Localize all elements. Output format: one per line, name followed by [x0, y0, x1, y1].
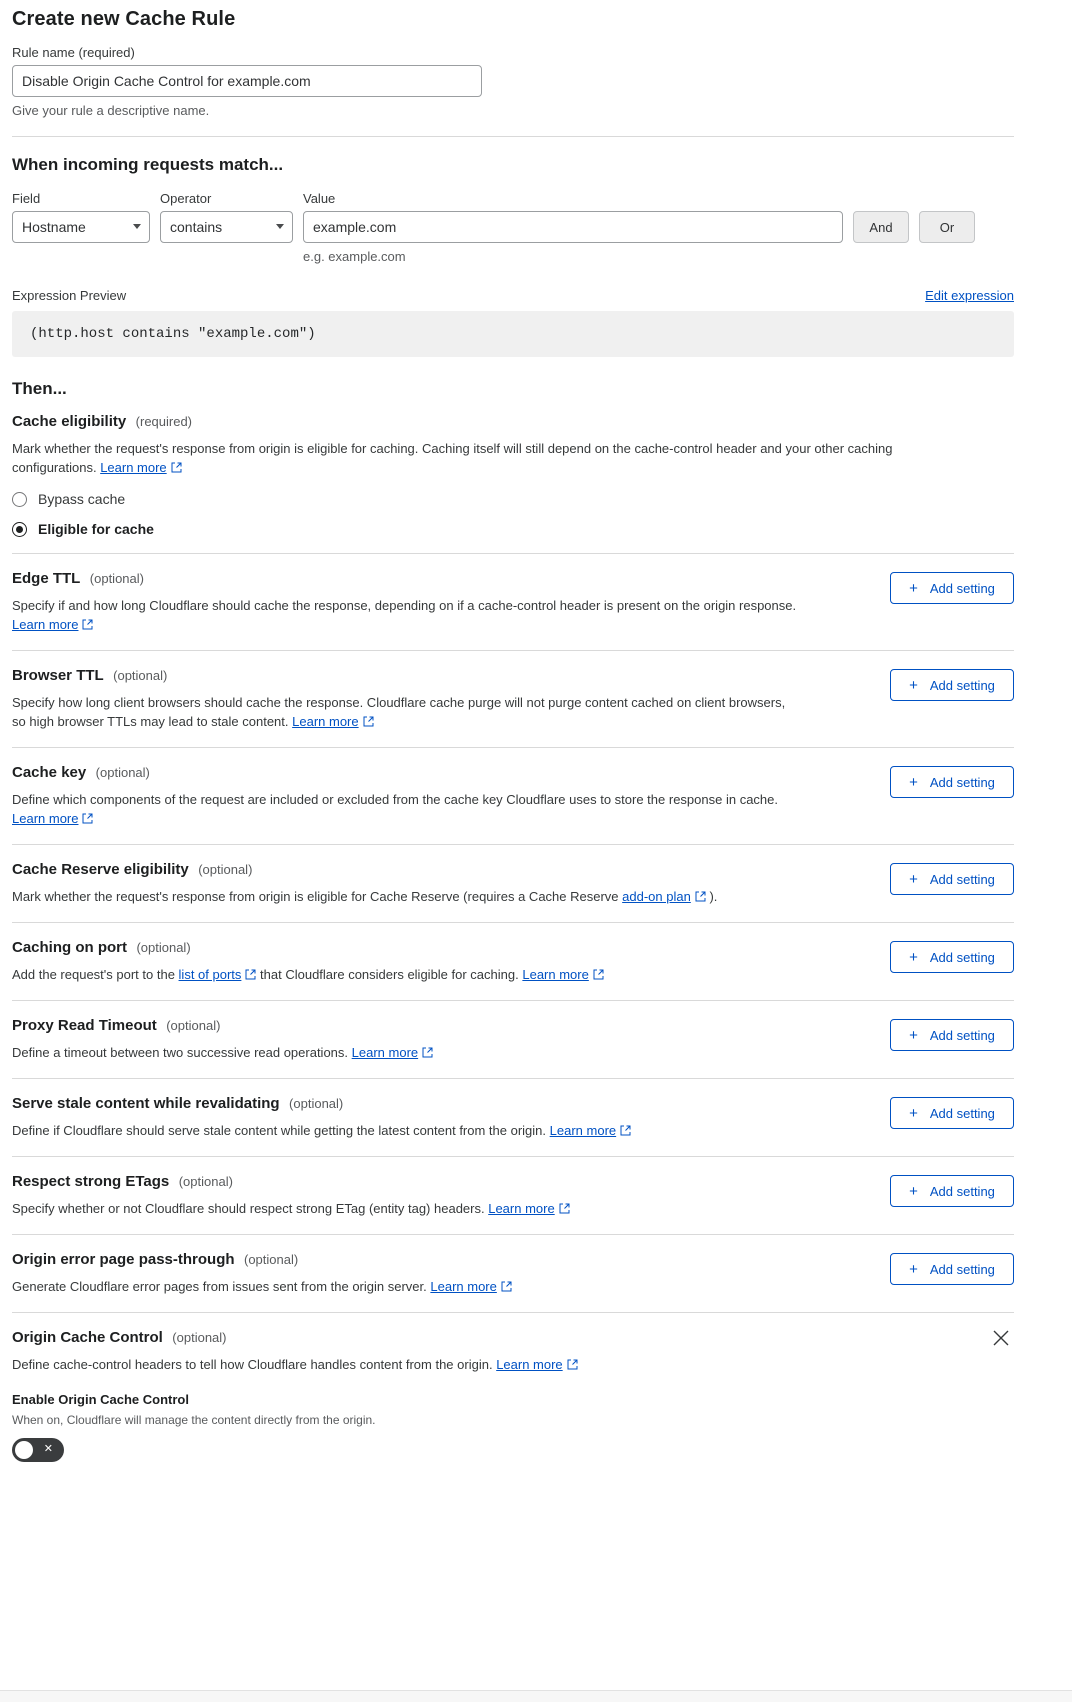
learn-more-link[interactable]: Learn more — [549, 1123, 617, 1138]
setting-description-text: Define if Cloudflare should serve stale content while getting the latest content from the origin. — [12, 1123, 547, 1138]
setting-optional: (optional) — [113, 668, 168, 683]
add-setting-label: Add setting — [929, 949, 995, 965]
setting-origin-cache-control — [12, 1313, 1014, 1478]
match-row — [12, 191, 1014, 264]
setting-description-text: Define which components of the request are included or excluded from the cache key Cloudflare uses to store the response in cache. — [12, 792, 778, 807]
or-group — [919, 191, 975, 243]
plus-icon: + — [909, 1104, 918, 1122]
setting-description — [12, 1199, 802, 1218]
setting-description-text: Specify whether or not Cloudflare should respect strong ETag (entity tag) headers. — [12, 1201, 485, 1216]
add-setting-button[interactable] — [890, 863, 1014, 895]
page-title: Create new Cache Rule — [12, 8, 236, 30]
cache-eligibility-required: (required) — [135, 414, 193, 429]
bottom-bar — [0, 1690, 1072, 1702]
setting-description — [12, 1277, 802, 1296]
radio-eligible-for-cache-label: Eligible for cache — [38, 521, 154, 537]
add-setting-button[interactable] — [890, 766, 1014, 798]
operator-select[interactable] — [160, 211, 293, 243]
setting-edge-ttl — [12, 554, 1014, 651]
plus-icon: + — [909, 1260, 918, 1278]
value-hint: e.g. example.com — [303, 249, 406, 264]
field-label: Field — [12, 191, 41, 206]
setting-title: Edge TTL — [12, 570, 81, 587]
field-select[interactable] — [12, 211, 150, 243]
add-setting-button[interactable] — [890, 1175, 1014, 1207]
enable-origin-cache-control-sub: When on, Cloudflare will manage the content directly from the origin. — [12, 1413, 376, 1427]
external-link-icon — [501, 1281, 512, 1292]
radio-icon — [12, 492, 27, 507]
operator-select-wrap — [160, 211, 293, 243]
setting-optional: (optional) — [89, 571, 144, 586]
external-link-icon — [363, 716, 374, 727]
close-icon[interactable] — [992, 1329, 1012, 1349]
add-setting-label: Add setting — [929, 1105, 995, 1121]
cache-eligibility-title-row — [12, 413, 1014, 431]
add-setting-button[interactable] — [890, 941, 1014, 973]
setting-origin-error-page-pass-through — [12, 1235, 1014, 1313]
setting-title: Caching on port — [12, 939, 127, 956]
add-setting-button[interactable] — [890, 1019, 1014, 1051]
radio-bypass-cache[interactable] — [12, 491, 1014, 507]
external-link-icon — [245, 969, 256, 980]
setting-description-pre: Mark whether the request's response from origin is eligible for Cache Reserve (requires a Cache Reserve — [12, 889, 619, 904]
add-setting-label: Add setting — [929, 774, 995, 790]
match-heading: When incoming requests match... — [12, 155, 284, 174]
setting-title: Origin Cache Control — [12, 1329, 163, 1346]
external-link-icon — [559, 1203, 570, 1214]
add-setting-button[interactable] — [890, 1097, 1014, 1129]
setting-proxy-read-timeout — [12, 1001, 1014, 1079]
add-setting-label: Add setting — [929, 1261, 995, 1277]
learn-more-link[interactable]: Learn more — [496, 1357, 563, 1372]
cache-eligibility-description-text: Mark whether the request's response from origin is eligible for caching. Caching itself will still depend on the cache-control header and your other caching configurations. — [12, 441, 893, 475]
expression-header — [12, 288, 1014, 303]
setting-optional: (optional) — [136, 940, 191, 955]
setting-title: Origin error page pass-through — [12, 1251, 235, 1268]
cache-eligibility-block — [12, 399, 1014, 554]
plus-icon: + — [909, 1182, 918, 1200]
learn-more-link[interactable]: Learn more — [100, 460, 167, 475]
external-link-icon — [422, 1047, 433, 1058]
plus-icon: + — [909, 773, 918, 791]
value-group — [303, 191, 843, 264]
enable-origin-cache-control-label: Enable Origin Cache Control — [12, 1392, 189, 1407]
cache-eligibility-description — [12, 439, 942, 477]
rule-name-input[interactable] — [12, 65, 482, 97]
setting-description — [12, 1355, 802, 1374]
edit-expression-link[interactable]: Edit expression — [925, 288, 1014, 303]
add-setting-button[interactable] — [890, 572, 1014, 604]
rule-name-hint: Give your rule a descriptive name. — [12, 103, 210, 118]
external-link-icon — [593, 969, 604, 980]
toggle-off-icon: ✕ — [43, 1443, 53, 1455]
and-group — [853, 191, 909, 243]
operator-label: Operator — [160, 191, 212, 206]
list-of-ports-link[interactable]: list of ports — [178, 967, 242, 982]
external-link-icon — [82, 619, 93, 630]
value-input[interactable] — [303, 211, 843, 243]
expression-label: Expression Preview — [12, 288, 127, 303]
setting-description-text: Generate Cloudflare error pages from issues sent from the origin server. — [12, 1279, 427, 1294]
setting-browser-ttl — [12, 651, 1014, 748]
or-button[interactable]: Or — [919, 211, 975, 243]
setting-title: Cache key — [12, 764, 87, 781]
setting-description-post: that Cloudflare considers eligible for caching. — [260, 967, 519, 982]
setting-description — [12, 596, 802, 634]
external-link-icon — [171, 462, 182, 473]
learn-more-link[interactable]: Learn more — [430, 1279, 497, 1294]
setting-description-text: Define cache-control headers to tell how Cloudflare handles content from the origin. — [12, 1357, 493, 1372]
learn-more-link[interactable]: Learn more — [12, 811, 79, 826]
plus-icon: + — [909, 870, 918, 888]
setting-cache-key — [12, 748, 1014, 845]
field-select-wrap — [12, 211, 150, 243]
radio-icon-checked — [12, 522, 27, 537]
setting-description — [12, 1043, 802, 1062]
setting-description-text: Specify how long client browsers should cache the response. Cloudflare cache purge will not purge content cached on client browsers, so high browser TTLs may lead to stale content. — [12, 695, 786, 729]
external-link-icon — [82, 813, 93, 824]
expression-preview: (http.host contains "example.com") — [12, 311, 1014, 357]
setting-serve-stale-content — [12, 1079, 1014, 1157]
then-heading: Then... — [12, 379, 67, 398]
operator-group — [160, 191, 293, 243]
field-group — [12, 191, 150, 243]
add-setting-button[interactable] — [890, 669, 1014, 701]
setting-description-pre: Add the request's port to the — [12, 967, 175, 982]
add-setting-label: Add setting — [929, 580, 995, 596]
setting-description-post: ). — [709, 889, 718, 904]
external-link-icon — [695, 891, 706, 902]
setting-title: Browser TTL — [12, 667, 104, 684]
add-on-plan-link[interactable]: add-on plan — [622, 889, 691, 904]
setting-description — [12, 965, 802, 984]
setting-optional: (optional) — [289, 1096, 344, 1111]
learn-more-link[interactable]: Learn more — [292, 714, 359, 729]
setting-description — [12, 693, 802, 731]
plus-icon: + — [909, 948, 918, 966]
rule-name-section — [12, 45, 1014, 118]
setting-title: Cache Reserve eligibility — [12, 861, 189, 878]
rule-name-label: Rule name (required) — [12, 45, 135, 60]
toggle-knob — [15, 1441, 33, 1459]
learn-more-link[interactable]: Learn more — [351, 1045, 419, 1060]
learn-more-link[interactable]: Learn more — [12, 617, 79, 632]
setting-optional: (optional) — [166, 1018, 221, 1033]
external-link-icon — [620, 1125, 631, 1136]
setting-cache-reserve-eligibility — [12, 845, 1014, 923]
add-setting-label: Add setting — [929, 1183, 995, 1199]
setting-optional: (optional) — [95, 765, 150, 780]
and-button[interactable]: And — [853, 211, 909, 243]
cache-eligibility-title: Cache eligibility — [12, 413, 127, 430]
setting-optional: (optional) — [243, 1252, 299, 1267]
external-link-icon — [567, 1359, 578, 1370]
plus-icon: + — [909, 676, 918, 694]
setting-title: Serve stale content while revalidating — [12, 1095, 280, 1112]
setting-optional: (optional) — [172, 1330, 227, 1345]
setting-optional: (optional) — [178, 1174, 233, 1189]
setting-respect-strong-etags — [12, 1157, 1014, 1235]
setting-description-text: Define a timeout between two successive read operations. — [12, 1045, 349, 1060]
add-setting-label: Add setting — [929, 1027, 995, 1043]
setting-title: Respect strong ETags — [12, 1173, 170, 1190]
enable-origin-cache-control-toggle[interactable] — [12, 1438, 64, 1462]
radio-eligible-for-cache[interactable] — [12, 521, 1014, 537]
plus-icon: + — [909, 579, 918, 597]
setting-optional: (optional) — [198, 862, 253, 877]
divider — [12, 136, 1014, 137]
value-label: Value — [303, 191, 336, 206]
setting-caching-on-port — [12, 923, 1014, 1001]
setting-description — [12, 790, 802, 828]
plus-icon: + — [909, 1026, 918, 1044]
add-setting-label: Add setting — [929, 871, 995, 887]
setting-description-text: Specify if and how long Cloudflare should cache the response, depending on if a cache-control header is present on the origin response. — [12, 598, 797, 613]
learn-more-link[interactable]: Learn more — [522, 967, 589, 982]
setting-title: Proxy Read Timeout — [12, 1017, 157, 1034]
add-setting-label: Add setting — [929, 677, 995, 693]
learn-more-link[interactable]: Learn more — [488, 1201, 555, 1216]
setting-description — [12, 1121, 802, 1140]
add-setting-button[interactable] — [890, 1253, 1014, 1285]
setting-description — [12, 887, 802, 906]
radio-bypass-cache-label: Bypass cache — [38, 491, 126, 507]
